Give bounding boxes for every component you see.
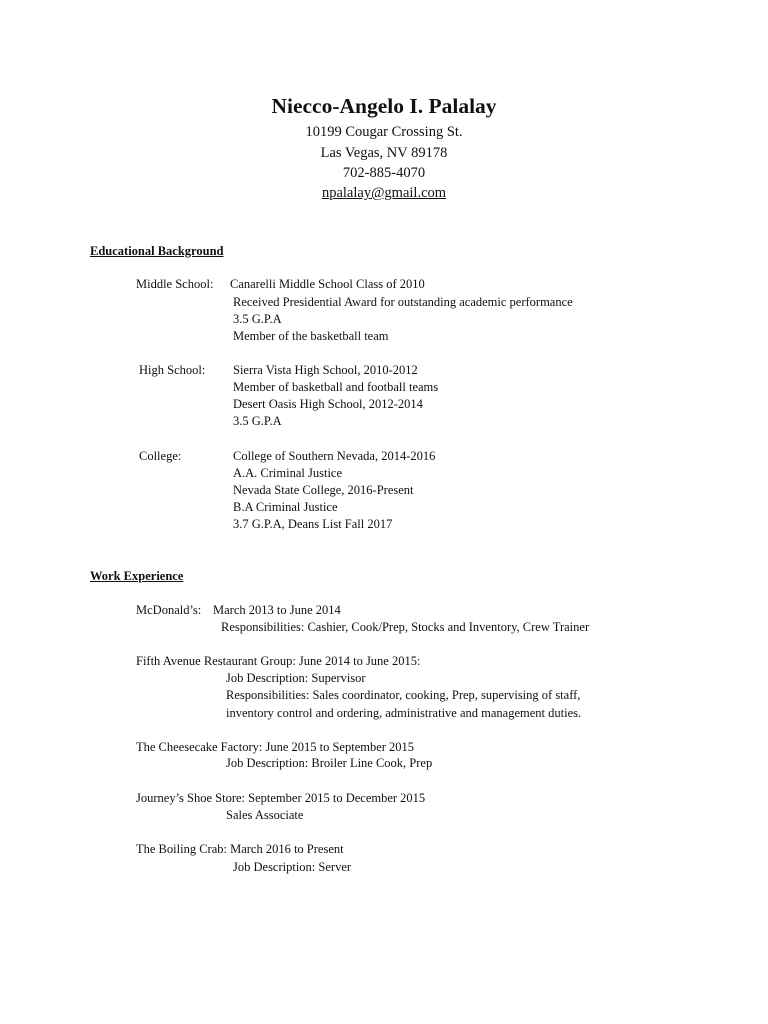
high-school-line: Sierra Vista High School, 2010-2012	[233, 363, 418, 377]
job-heading: Journey’s Shoe Store: September 2015 to December 2015	[136, 791, 426, 805]
middle-school-detail: Member of the basketball team	[233, 329, 389, 343]
city-line: Las Vegas, NV 89178	[320, 145, 448, 161]
high-school-label: High School:	[139, 363, 206, 377]
job-detail: Job Description: Server	[233, 860, 352, 874]
job-detail: Job Description: Broiler Line Cook, Prep	[226, 756, 433, 770]
high-school-line: 3.5 G.P.A	[233, 414, 282, 428]
middle-school-name: Canarelli Middle School Class of 2010	[230, 277, 425, 291]
college-line: A.A. Criminal Justice	[233, 466, 343, 480]
job-dates: March 2013 to June 2014	[213, 603, 341, 617]
address-line: 10199 Cougar Crossing St.	[305, 124, 463, 140]
high-school-line: Desert Oasis High School, 2012-2014	[233, 397, 423, 411]
college-line: College of Southern Nevada, 2014-2016	[233, 449, 436, 463]
work-section-title: Work Experience	[90, 569, 184, 583]
job-detail: Responsibilities: Sales coordinator, cooking, Prep, supervising of staff,	[226, 688, 581, 702]
job-heading: Fifth Avenue Restaurant Group: June 2014 to June 2015:	[136, 654, 421, 668]
job-detail: Job Description: Supervisor	[226, 671, 366, 685]
high-school-line: Member of basketball and football teams	[233, 380, 439, 394]
job-employer: McDonald’s:	[136, 603, 202, 617]
middle-school-label: Middle School:	[136, 277, 214, 291]
college-line: 3.7 G.P.A, Deans List Fall 2017	[233, 517, 393, 531]
job-heading: The Boiling Crab: March 2016 to Present	[136, 842, 344, 856]
job-detail: inventory control and ordering, administrative and management duties.	[226, 706, 582, 720]
middle-school-detail: Received Presidential Award for outstanding academic performance	[233, 295, 573, 309]
email-link[interactable]: npalalay@gmail.com	[321, 185, 447, 201]
college-label: College:	[139, 449, 182, 463]
education-section-title: Educational Background	[90, 244, 224, 258]
phone-line: 702-885-4070	[342, 165, 426, 181]
resume-name: Niecco-Angelo I. Palalay	[271, 94, 497, 118]
college-line: Nevada State College, 2016-Present	[233, 483, 414, 497]
college-line: B.A Criminal Justice	[233, 500, 338, 514]
job-detail: Sales Associate	[226, 808, 304, 822]
job-detail: Responsibilities: Cashier, Cook/Prep, Stocks and Inventory, Crew Trainer	[221, 620, 590, 634]
job-heading: The Cheesecake Factory: June 2015 to September 2015	[136, 740, 415, 754]
middle-school-detail: 3.5 G.P.A	[233, 312, 282, 326]
